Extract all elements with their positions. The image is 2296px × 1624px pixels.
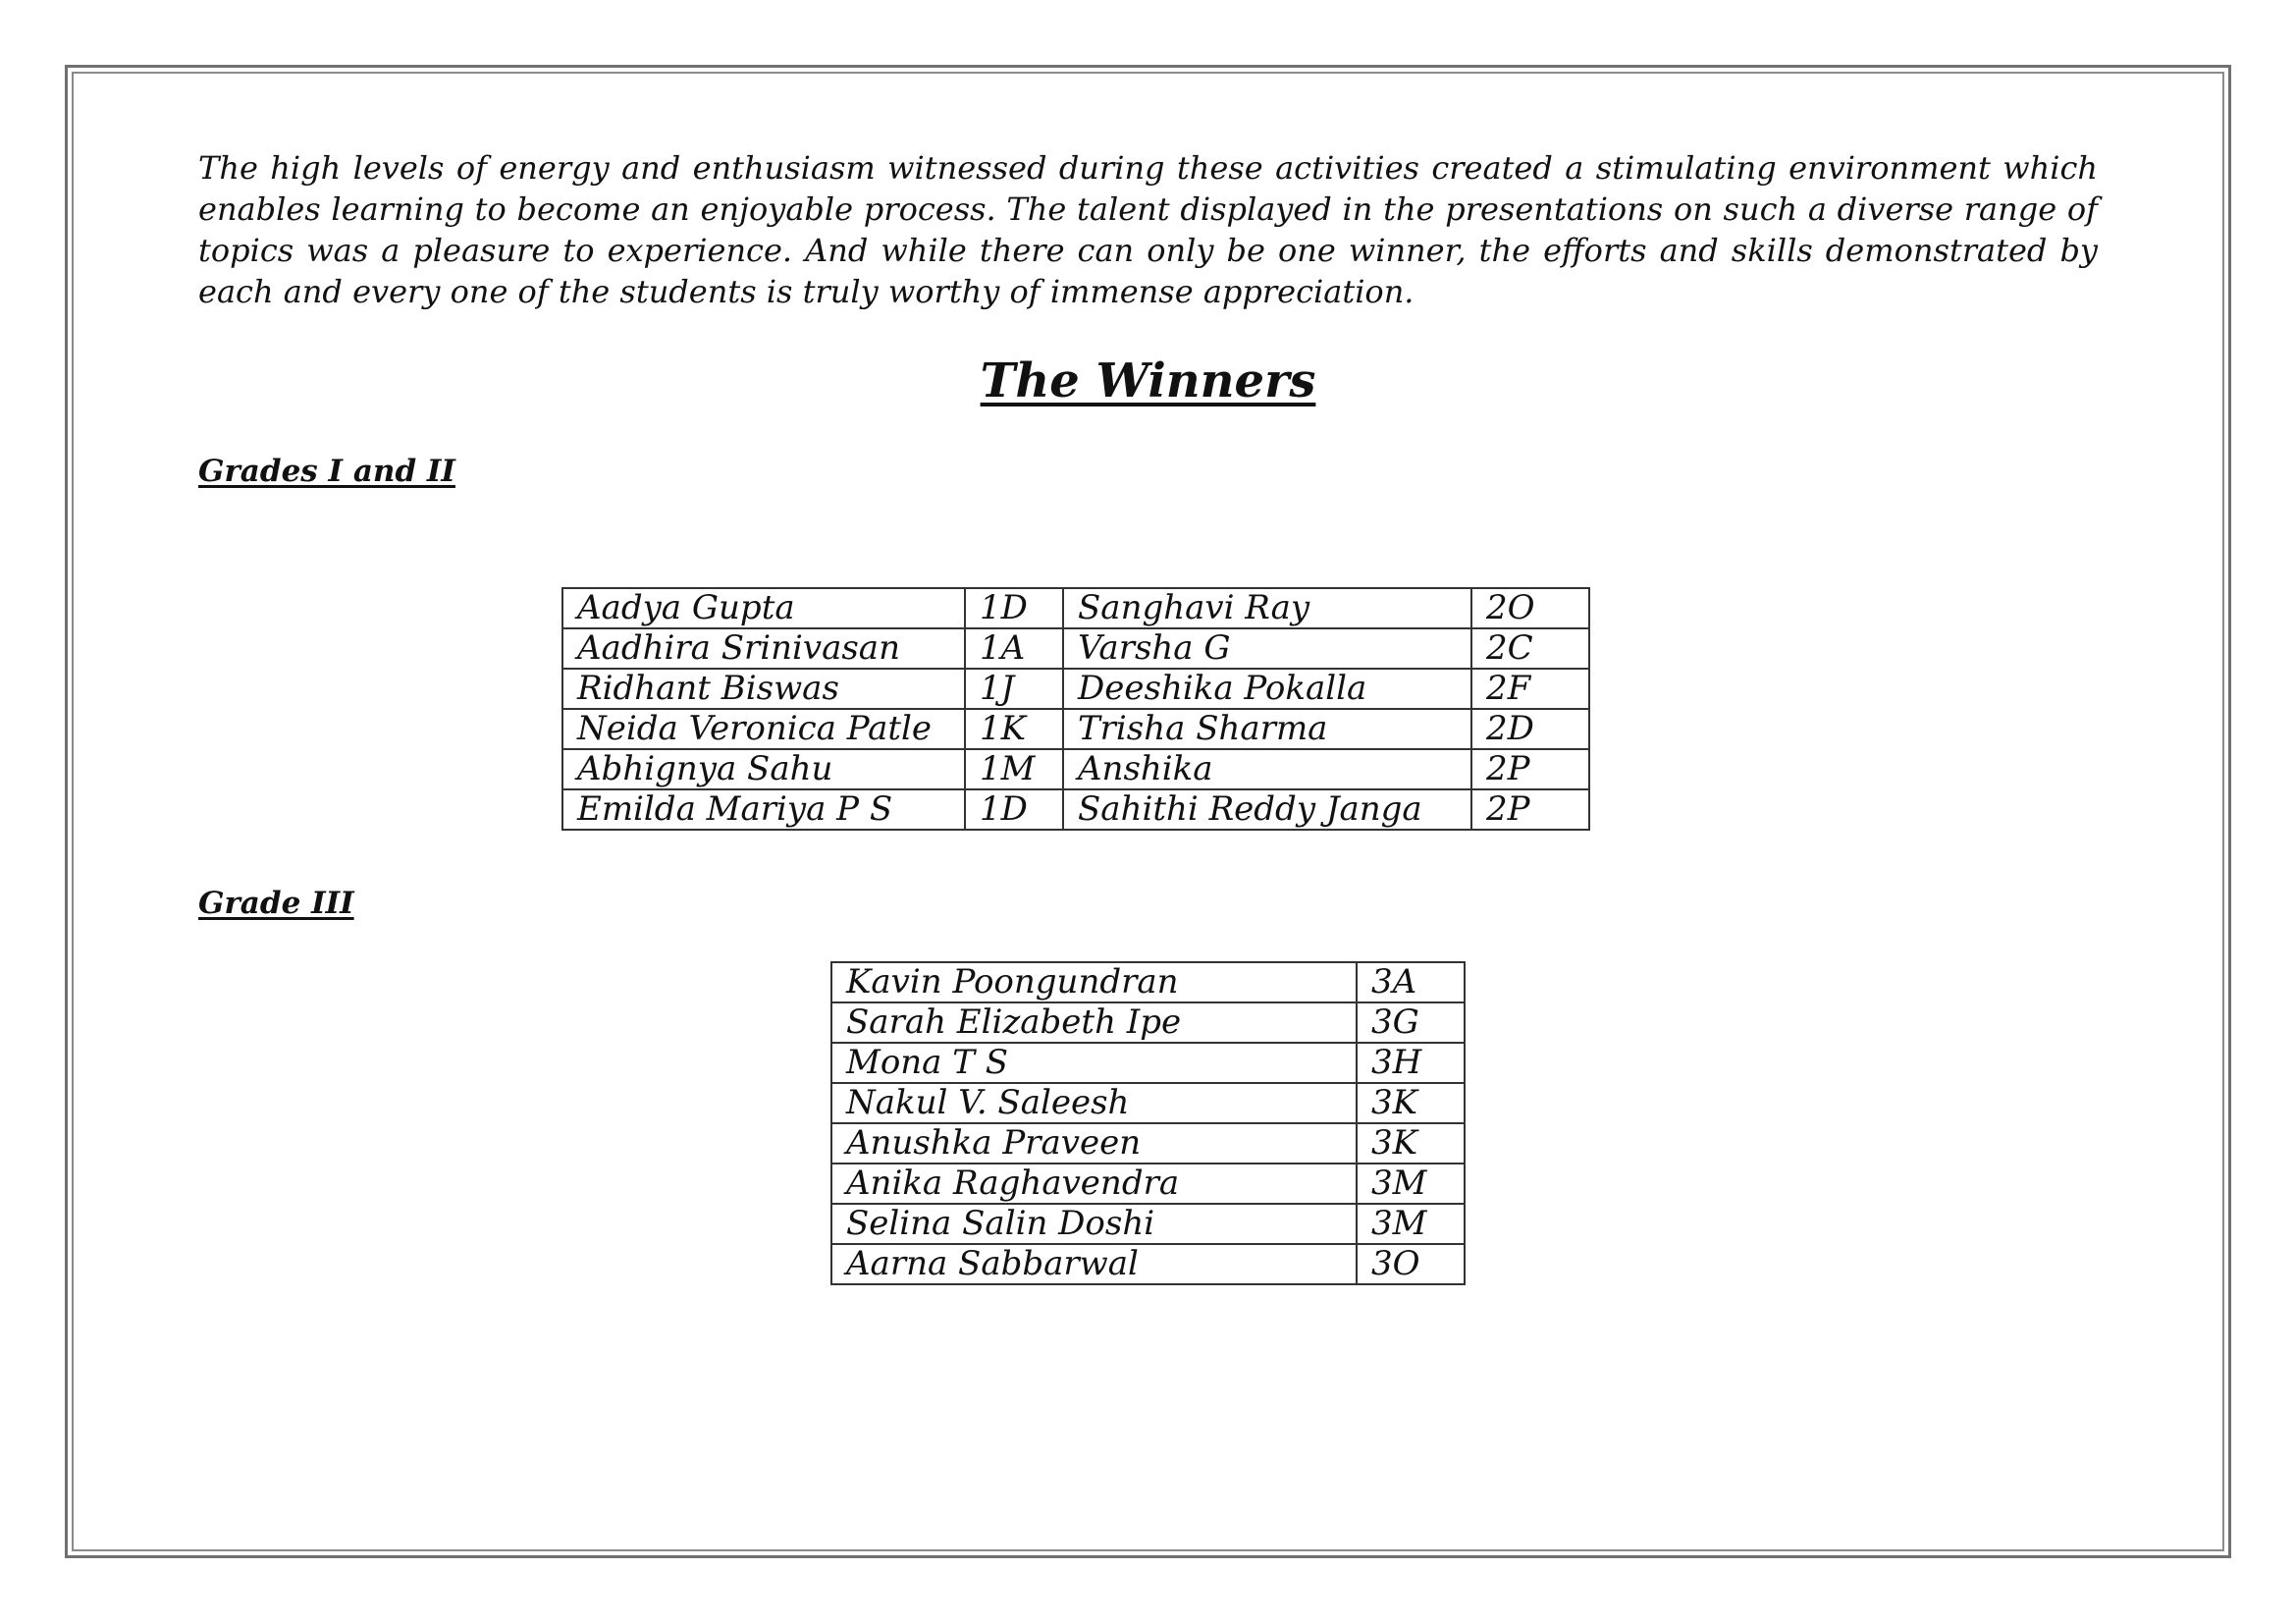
table-row [831, 1204, 1465, 1244]
table-row [562, 749, 1589, 789]
winners-table-body [831, 962, 1465, 1284]
winner-name-cell: Sahithi Reddy Janga [1063, 789, 1471, 830]
winners-table-body [562, 588, 1589, 830]
winner-name-cell: Aadya Gupta [562, 588, 965, 628]
table-row [562, 789, 1589, 830]
winner-class-cell: 3H [1357, 1043, 1465, 1083]
winner-class-cell: 2P [1471, 789, 1589, 830]
table-row [562, 628, 1589, 669]
winner-name-cell: Trisha Sharma [1063, 709, 1471, 749]
winner-class-cell: 1D [965, 789, 1063, 830]
table-row [562, 709, 1589, 749]
winner-name-cell: Emilda Mariya P S [562, 789, 965, 830]
table-row [831, 1002, 1465, 1043]
winner-class-cell: 2O [1471, 588, 1589, 628]
page-content [198, 147, 2098, 1283]
winner-name-cell: Anushka Praveen [831, 1123, 1357, 1164]
winner-class-cell: 3K [1357, 1123, 1465, 1164]
winner-class-cell: 3A [1357, 962, 1465, 1002]
winner-name-cell: Anika Raghavendra [831, 1164, 1357, 1204]
winners-table-grades-1-2 [561, 587, 1590, 831]
table-row [562, 588, 1589, 628]
winner-class-cell: 3M [1357, 1204, 1465, 1244]
winner-class-cell: 3G [1357, 1002, 1465, 1043]
winner-name-cell: Varsha G [1063, 628, 1471, 669]
winner-name-cell: Ridhant Biswas [562, 669, 965, 709]
winner-class-cell: 2P [1471, 749, 1589, 789]
winner-name-cell: Mona T S [831, 1043, 1357, 1083]
winner-class-cell: 1D [965, 588, 1063, 628]
page-title: The Winners [980, 353, 1316, 408]
winner-name-cell: Selina Salin Doshi [831, 1204, 1357, 1244]
winner-class-cell: 2C [1471, 628, 1589, 669]
winner-name-cell: Neida Veronica Patle [562, 709, 965, 749]
table-row [831, 1123, 1465, 1164]
winner-class-cell: 1J [965, 669, 1063, 709]
winner-class-cell: 3M [1357, 1164, 1465, 1204]
winner-name-cell: Kavin Poongundran [831, 962, 1357, 1002]
section-heading-grade-3: Grade III [198, 886, 354, 921]
winner-class-cell: 3K [1357, 1083, 1465, 1123]
winner-name-cell: Nakul V. Saleesh [831, 1083, 1357, 1123]
winner-name-cell: Aarna Sabbarwal [831, 1244, 1357, 1284]
table-row [562, 669, 1589, 709]
table-row [831, 962, 1465, 1002]
table-row [831, 1164, 1465, 1204]
winner-name-cell: Anshika [1063, 749, 1471, 789]
winner-name-cell: Aadhira Srinivasan [562, 628, 965, 669]
table-row [831, 1244, 1465, 1284]
winner-class-cell: 1M [965, 749, 1063, 789]
winner-name-cell: Sanghavi Ray [1063, 588, 1471, 628]
section-heading-grades-1-2: Grades I and II [198, 454, 455, 489]
winner-name-cell: Sarah Elizabeth Ipe [831, 1002, 1357, 1043]
winners-table-grade-3 [830, 961, 1466, 1285]
winner-class-cell: 1K [965, 709, 1063, 749]
winner-name-cell: Abhignya Sahu [562, 749, 965, 789]
winner-name-cell: Deeshika Pokalla [1063, 669, 1471, 709]
winner-class-cell: 3O [1357, 1244, 1465, 1284]
table-row [831, 1043, 1465, 1083]
winner-class-cell: 1A [965, 628, 1063, 669]
table-row [831, 1083, 1465, 1123]
intro-paragraph: The high levels of energy and enthusiasm witnessed during these activities created a stimulating environment which enables learning to become an enjoyable process. The talent displayed in the presentations on such a diverse range of topics was a pleasure to experience. And while there can only be one winner, the efforts and skills demonstrated by each and every one of the students is truly worthy of immense appreciation. [198, 149, 2098, 310]
winner-class-cell: 2F [1471, 669, 1589, 709]
winner-class-cell: 2D [1471, 709, 1589, 749]
